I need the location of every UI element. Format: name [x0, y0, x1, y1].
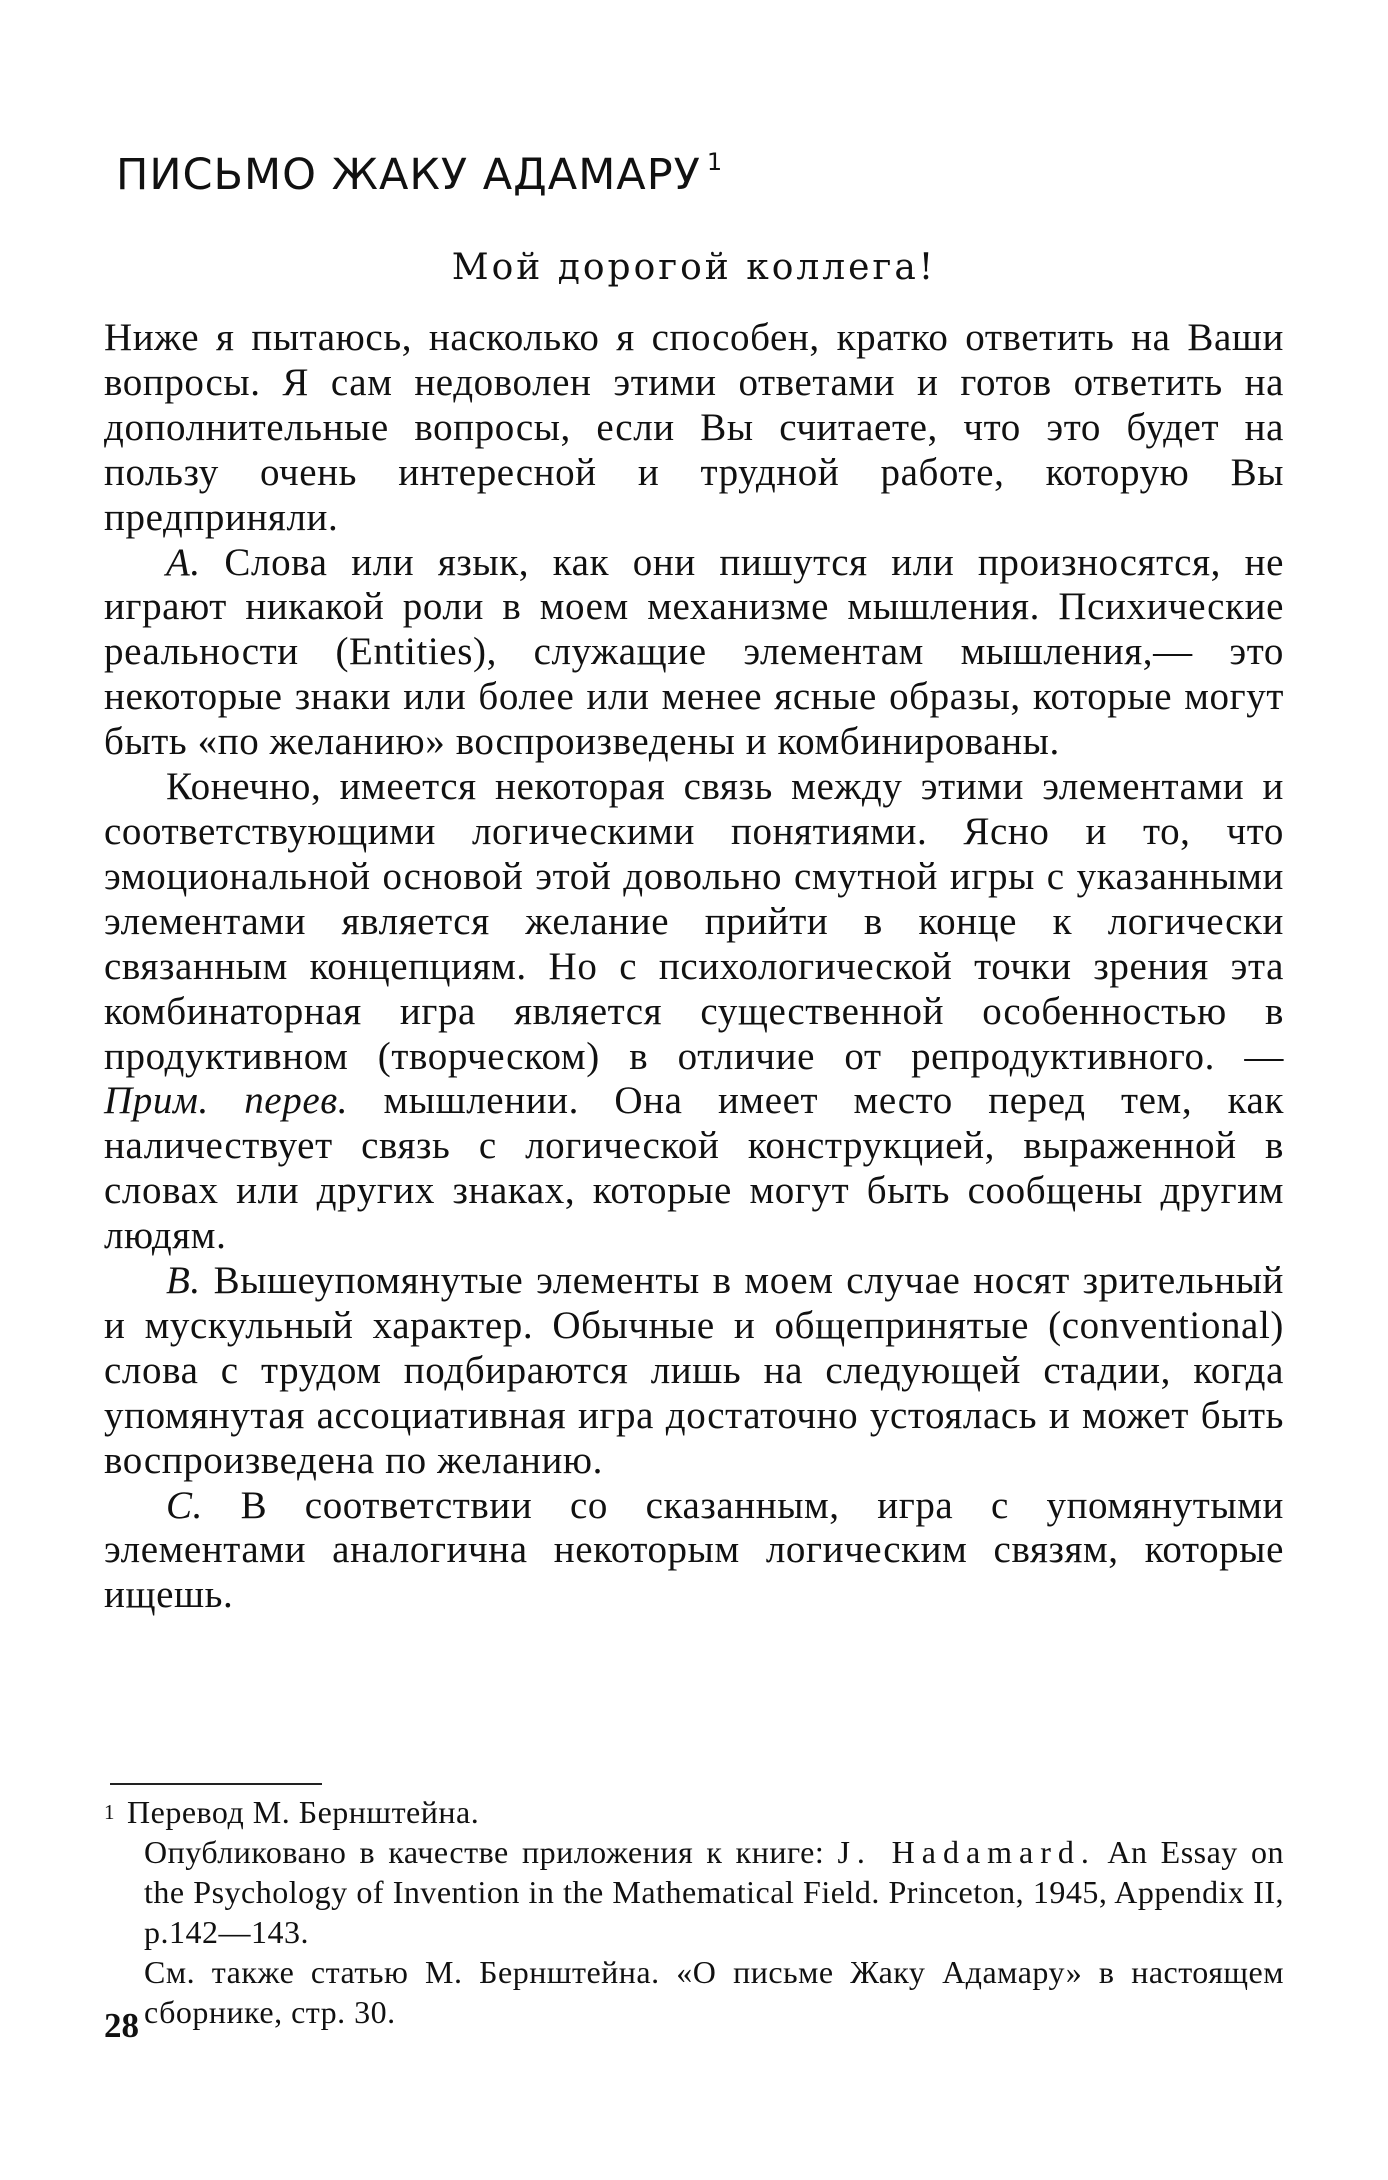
paragraph-intro: Ниже я пытаюсь, насколько я способен, кратко ответить на Ваши вопросы. Я сам недоволен этими ответами и готов ответить на дополнительные вопросы, если Вы считаете, что это будет на пользу очень интересной и трудной работе, которую Вы предприняли.	[104, 316, 1284, 539]
footnote-mark: 1	[104, 1800, 115, 1824]
page-title	[116, 150, 723, 200]
footnote-see-also: См. также статью М. Бернштейна. «О письме Жаку Адамару» в настоящем сборнике, стр. 30.	[144, 1954, 1284, 2030]
paragraph-b-text: Вышеупомянутые элементы в моем случае носят зрительный и мускульный характер. Обычные и общепринятые (conventional) слова с трудом подбираются лишь на следующей стадии, когда упомянутая ассоциативная игра достаточно устоялась и может быть воспроизведена по желанию.	[104, 1259, 1284, 1482]
paragraph-c	[104, 1484, 1284, 1619]
book-page	[104, 0, 1284, 2180]
footnote-divider	[110, 1783, 322, 1785]
page-number: 28	[104, 2006, 139, 2045]
footnote-translator-text: Перевод М. Бернштейна.	[127, 1794, 480, 1830]
paragraph-a-label: А.	[166, 540, 201, 584]
paragraph-c-text: В соответствии со сказанным, игра с упомянутыми элементами аналогична некоторым логическим связям, которые ищешь.	[104, 1483, 1284, 1617]
letter-body	[104, 316, 1284, 1618]
paragraph-c-label: С.	[166, 1483, 203, 1527]
footnote-publication	[104, 1832, 1284, 1952]
paragraph-b	[104, 1259, 1284, 1484]
paragraph-a	[104, 541, 1284, 766]
footnote-translator	[104, 1792, 1284, 1832]
footnotes	[104, 1792, 1284, 2032]
footnote-publication-prefix: Опубликовано в качестве приложения к книге:	[144, 1834, 838, 1870]
paragraph-b-label: В.	[166, 1259, 201, 1303]
paragraph-a-text: Слова или язык, как они пишутся или произносятся, не играют никакой роли в моем механизме мышления. Психические реальности (Entities), служащие элементам мышления,— это некоторые знаки или более или менее ясные образы, которые могут быть «по желанию» воспроизведены и комбинированы.	[104, 540, 1284, 764]
paragraph-connection-text-2: мышлении. Она имеет место перед тем, как наличествует связь с логической конструкцией, выраженной в словах или других знаках, которые могут быть сообщены другим людям.	[104, 1079, 1284, 1258]
footnote-publication-rest: An Essay on the Psychology of Invention in the Mathematical Field. Princeton, 1945, Appendix II, p.142—143.	[144, 1834, 1284, 1950]
footnote-publication-author: J. Hadamard.	[837, 1834, 1096, 1870]
translator-note: Прим. перев.	[104, 1079, 349, 1123]
paragraph-connection	[104, 765, 1284, 1259]
title-text: ПИСЬМО ЖАКУ АДАМАРУ	[116, 150, 701, 200]
salutation: Мой дорогой коллега!	[451, 247, 937, 288]
title-footnote-mark: 1	[706, 148, 724, 176]
paragraph-connection-text-1: Конечно, имеется некоторая связь между этими элементами и соответствующими логическими понятиями. Ясно и то, что эмоциональной основой этой довольно смутной игры с указанными элементами является желание прийти в конце к логически связанным концепциям. Но с психологической точки зрения эта комбинаторная игра является существенной особенностью в продуктивном (творческом) в отличие от репродуктивного. —	[104, 765, 1284, 1078]
